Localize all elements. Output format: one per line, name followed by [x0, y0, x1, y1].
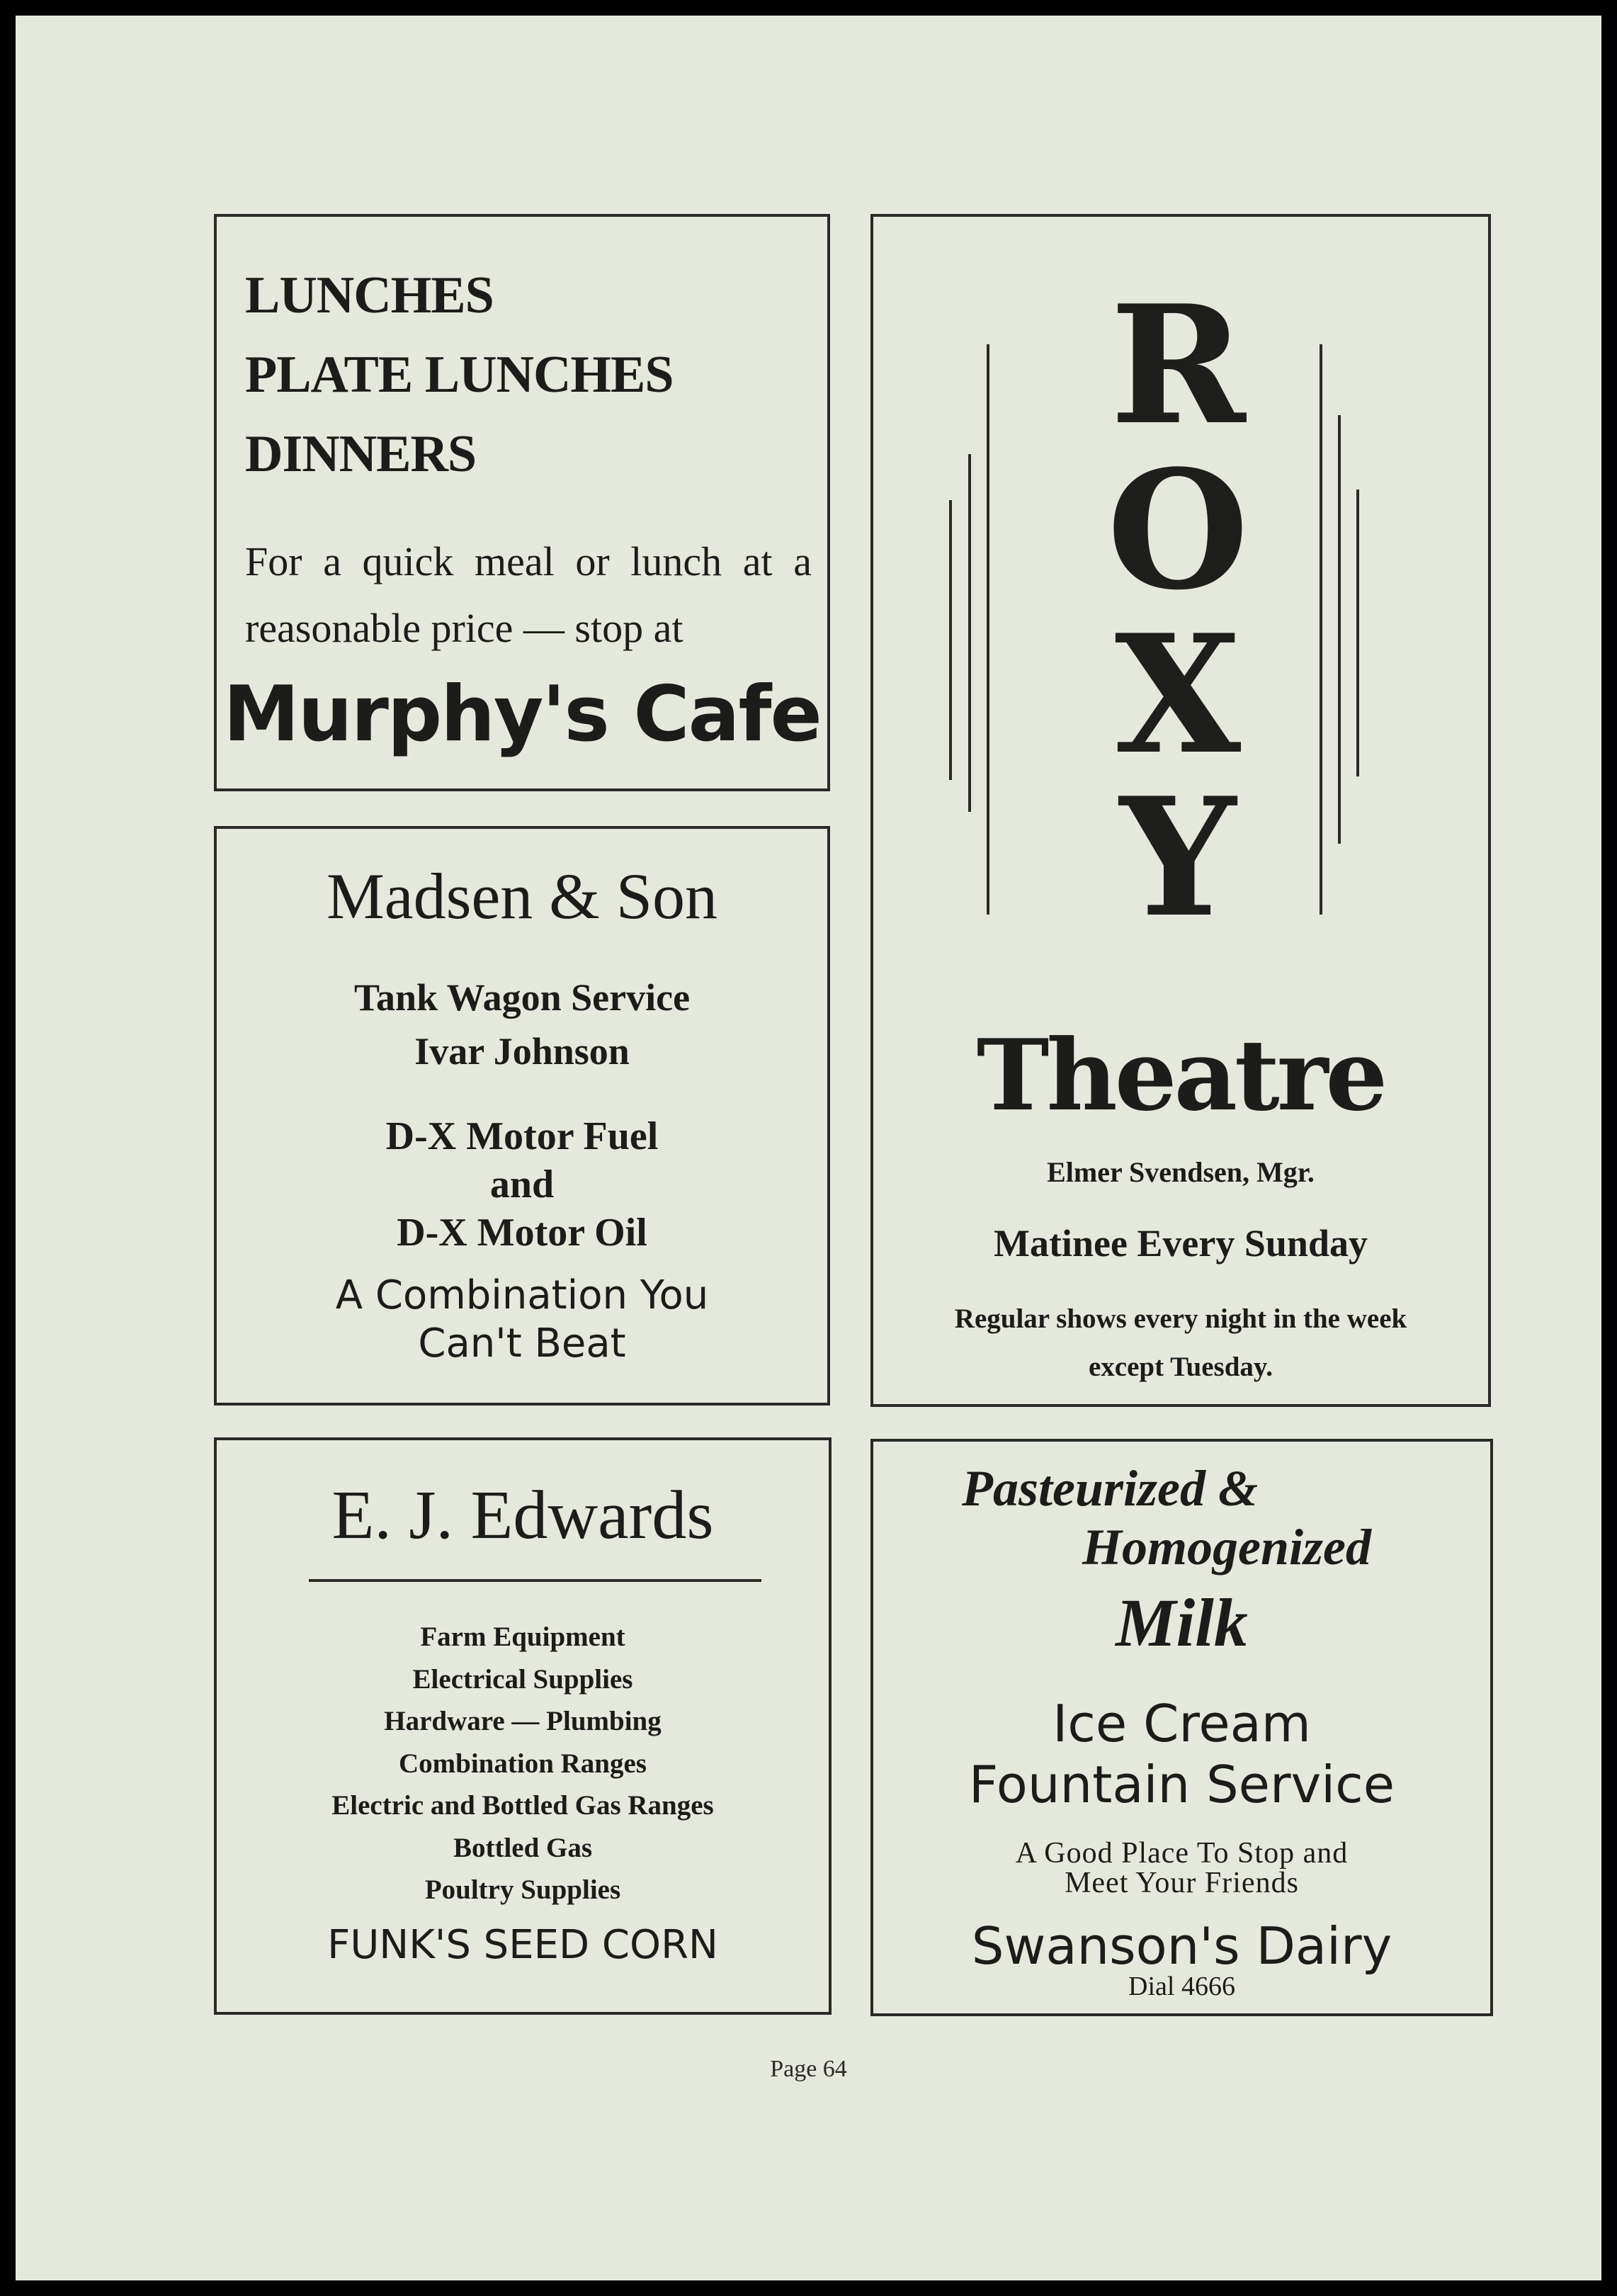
edwards-item: Electric and Bottled Gas Ranges — [331, 1790, 714, 1821]
dairy-dial: Dial 4666 — [1128, 1972, 1235, 2001]
roxy-shows-2: except Tuesday. — [1088, 1352, 1273, 1382]
madsen-oil: D-X Motor Oil — [397, 1211, 647, 1255]
dairy-name: Swanson's Dairy — [971, 1916, 1392, 1976]
decorative-line — [1338, 415, 1341, 844]
dairy-homogenized: Homogenized — [1082, 1519, 1371, 1576]
edwards-footer: FUNK'S SEED CORN — [327, 1922, 718, 1968]
madsen-service-block — [217, 971, 827, 1078]
edwards-item: Electrical Supplies — [412, 1663, 633, 1695]
dairy-good-2: Meet Your Friends — [1065, 1867, 1299, 1899]
heading-dinners: DINNERS — [245, 425, 477, 483]
roxy-shows — [895, 1295, 1467, 1391]
roxy-manager: Elmer Svendsen, Mgr. — [1047, 1156, 1315, 1188]
murphy-name: Murphy's Cafe — [223, 670, 821, 759]
heading-lunches: LUNCHES — [245, 266, 494, 324]
edwards-item: Hardware — Plumbing — [384, 1706, 662, 1736]
decorative-line — [949, 500, 952, 780]
madsen-title: Madsen & Son — [327, 860, 717, 932]
edwards-title: E. J. Edwards — [331, 1477, 714, 1554]
page-number: Page 64 — [770, 2056, 847, 2082]
title-underline — [309, 1579, 761, 1582]
madsen-service: Tank Wagon Service — [353, 976, 691, 1019]
roxy-letter-r: R — [1110, 270, 1246, 461]
heading-plate-lunches: PLATE LUNCHES — [245, 346, 674, 404]
dairy-ice-cream: Ice Cream — [1053, 1694, 1311, 1753]
dairy-good-1: A Good Place To Stop and — [1015, 1837, 1349, 1870]
madsen-tagline-2: Can't Beat — [418, 1321, 626, 1367]
dairy-fountain: Fountain Service — [968, 1755, 1395, 1814]
decorative-line — [987, 344, 989, 915]
dairy-good-place — [873, 1838, 1490, 1898]
swansons-dairy-ad — [870, 1439, 1493, 2016]
madsen-products-block — [217, 1112, 827, 1257]
dairy-offerings — [873, 1693, 1490, 1815]
murphys-cafe-ad — [214, 214, 830, 791]
roxy-letter-y: Y — [1119, 762, 1237, 954]
roxy-shows-1: Regular shows every night in the week — [954, 1303, 1407, 1334]
madsen-tagline — [217, 1272, 827, 1368]
madsen-person: Ivar Johnson — [414, 1030, 630, 1073]
madsen-fuel: D-X Motor Fuel — [385, 1114, 659, 1158]
madsen-son-ad — [214, 826, 830, 1406]
edwards-items — [217, 1616, 829, 1911]
edwards-item: Farm Equipment — [420, 1622, 625, 1652]
murphy-blurb: For a quick meal or lunch at a reasonable price — stop at — [245, 538, 812, 651]
decorative-line — [968, 454, 971, 812]
menu-headings — [245, 256, 673, 494]
ej-edwards-ad — [214, 1437, 832, 2015]
edwards-item: Poultry Supplies — [424, 1874, 621, 1905]
decorative-line — [1320, 344, 1322, 915]
decorative-line — [1356, 490, 1359, 776]
roxy-theatre-word: Theatre — [976, 1017, 1385, 1133]
dairy-milk: Milk — [1116, 1585, 1248, 1661]
edwards-item: Combination Ranges — [399, 1748, 647, 1779]
madsen-and: and — [489, 1163, 555, 1206]
roxy-theatre-ad — [870, 214, 1491, 1407]
dairy-pasteurized: Pasteurized & — [962, 1460, 1259, 1517]
roxy-matinee: Matinee Every Sunday — [993, 1222, 1368, 1265]
edwards-item: Bottled Gas — [453, 1832, 593, 1863]
yearbook-page — [16, 16, 1601, 2280]
madsen-tagline-1: A Combination You — [335, 1272, 709, 1318]
roxy-letter-o: O — [1106, 435, 1249, 626]
roxy-letter-x: X — [1114, 599, 1242, 791]
